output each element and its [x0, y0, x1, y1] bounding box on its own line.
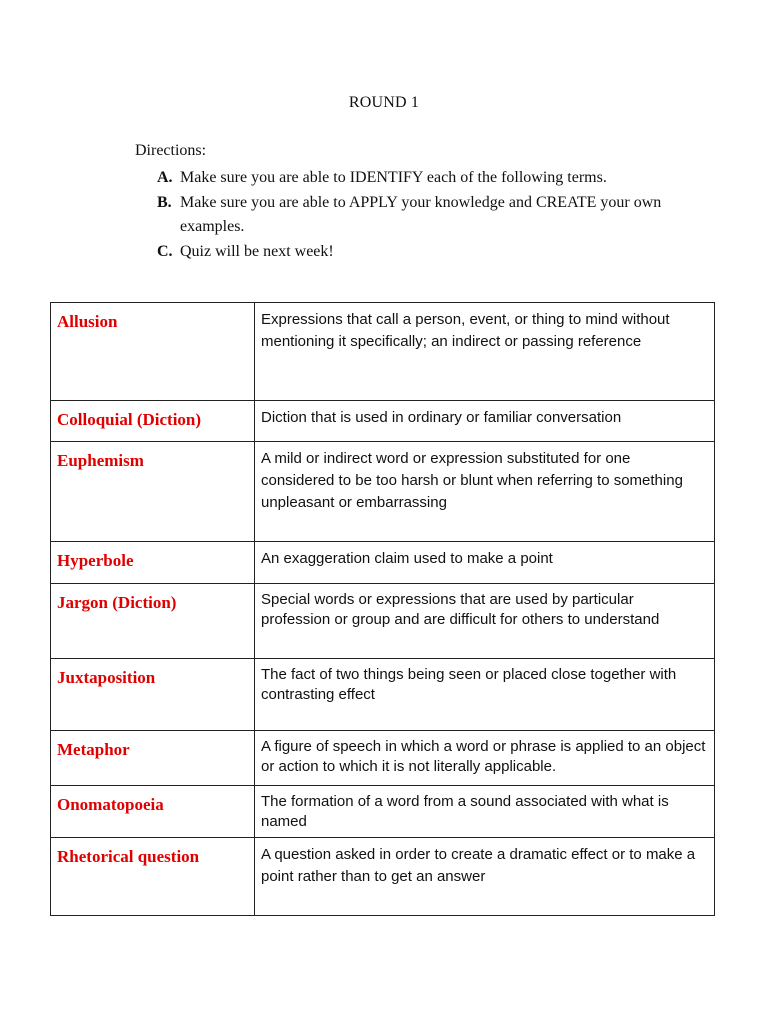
term-cell: Juxtaposition — [51, 659, 255, 731]
term-cell: Euphemism — [51, 442, 255, 542]
table-row — [51, 786, 715, 838]
direction-letter: A. — [157, 169, 173, 186]
terms-table — [50, 302, 715, 916]
directions-list — [157, 166, 697, 264]
definition-cell: A figure of speech in which a word or phrase is applied to an object or action to which it is not literally applicable. — [255, 731, 715, 786]
term-cell: Rhetorical question — [51, 838, 255, 916]
term-cell: Colloquial (Diction) — [51, 401, 255, 442]
definition-cell: Diction that is used in ordinary or familiar conversation — [255, 401, 715, 442]
table-row — [51, 731, 715, 786]
term-cell: Allusion — [51, 303, 255, 401]
direction-letter: C. — [157, 242, 173, 260]
definition-cell: A mild or indirect word or expression substituted for one considered to be too harsh or blunt when referring to something unpleasant or embarrassing — [255, 442, 715, 542]
direction-item-a — [157, 166, 697, 191]
term-cell: Jargon (Diction) — [51, 584, 255, 659]
term-cell: Onomatopoeia — [51, 786, 255, 838]
direction-letter: B. — [157, 193, 172, 211]
table-row — [51, 442, 715, 542]
directions-label: Directions: — [135, 142, 207, 159]
direction-item-b — [157, 191, 697, 240]
definition-cell: An exaggeration claim used to make a point — [255, 542, 715, 584]
table-row — [51, 659, 715, 731]
definition-cell: The fact of two things being seen or placed close together with contrasting effect — [255, 659, 715, 731]
table-row — [51, 584, 715, 659]
direction-text: Make sure you are able to IDENTIFY each of the following terms. — [180, 169, 607, 186]
definition-cell: Special words or expressions that are used by particular profession or group and are difficult for others to understand — [255, 584, 715, 659]
definition-cell: Expressions that call a person, event, or thing to mind without mentioning it specifically; an indirect or passing reference — [255, 303, 715, 401]
term-cell: Metaphor — [51, 731, 255, 786]
definition-cell: A question asked in order to create a dramatic effect or to make a point rather than to get an answer — [255, 838, 715, 916]
table-row — [51, 303, 715, 401]
table-row — [51, 401, 715, 442]
direction-item-c — [157, 240, 697, 265]
direction-text: Make sure you are able to APPLY your knowledge and CREATE your own examples. — [180, 193, 662, 235]
page-title: ROUND 1 — [348, 94, 420, 111]
table-row — [51, 542, 715, 584]
term-cell: Hyperbole — [51, 542, 255, 584]
direction-text: Quiz will be next week! — [180, 242, 334, 260]
definition-cell: The formation of a word from a sound associated with what is named — [255, 786, 715, 838]
table-row — [51, 838, 715, 916]
